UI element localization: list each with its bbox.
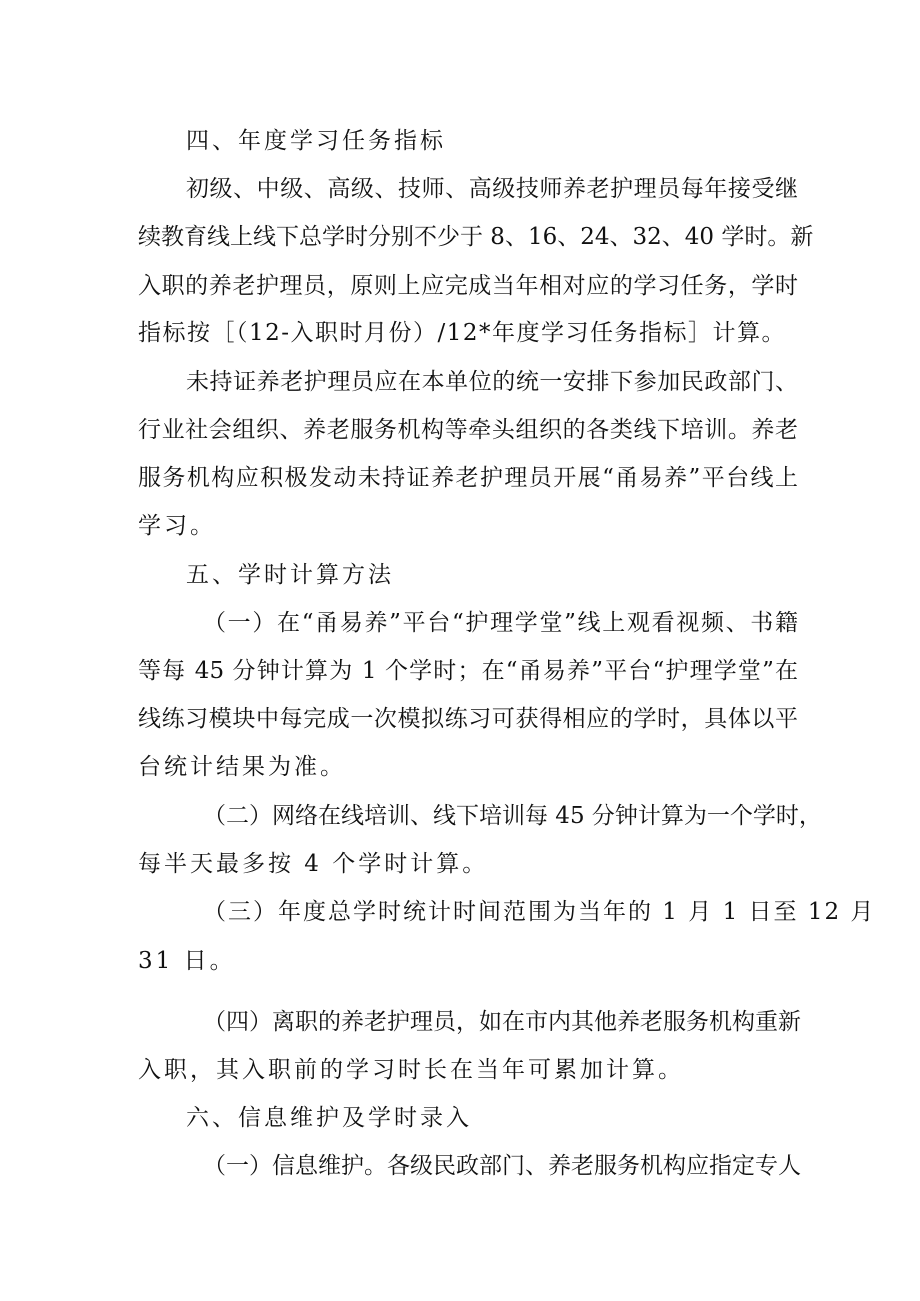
paragraph-line: 未持证养老护理员应在本单位的统一安排下参加民政部门、 [186,369,798,395]
paragraph-line: 入职的养老护理员，原则上应完成当年相对应的学习任务，学时 [138,273,798,299]
paragraph-line: 学习。 [138,513,216,539]
section-heading-4: 四、年度学习任务指标 [186,128,446,154]
paragraph-line: 入职，其入职前的学习时长在当年可累加计算。 [138,1057,684,1083]
paragraph-line: 等每 45 分钟计算为 1 个学时；在“甬易养”平台“护理学堂”在 [138,658,798,684]
paragraph-line: （一）信息维护。各级民政部门、养老服务机构应指定专人 [203,1153,801,1179]
paragraph-line: 指标按［（12-入职时月份）/12*年度学习任务指标］计算。 [138,320,787,346]
paragraph-line: 续教育线上线下总学时分别不少于 8、16、24、32、40 学时。新 [138,224,814,250]
paragraph-line: 行业社会组织、养老服务机构等牵头组织的各类线下培训。养老 [138,417,798,443]
section-heading-5: 五、学时计算方法 [186,562,394,588]
section-heading-6: 六、信息维护及学时录入 [186,1105,472,1131]
paragraph-line: 服务机构应积极发动未持证养老护理员开展“甬易养”平台线上 [138,465,798,491]
paragraph-line: 线练习模块中每完成一次模拟练习可获得相应的学时，具体以平 [138,706,798,732]
paragraph-line: （一）在“甬易养”平台“护理学堂”线上观看视频、书籍 [203,610,798,636]
paragraph-line: 每半天最多按 4 个学时计算。 [138,851,489,877]
paragraph-line: （四）离职的养老护理员，如在市内其他养老服务机构重新 [203,1009,801,1035]
paragraph-line: （三）年度总学时统计时间范围为当年的 1 月 1 日至 12 月 [203,899,876,925]
paragraph-line: 台统计结果为准。 [138,754,346,780]
paragraph-line: （二）网络在线培训、线下培训每 45 分钟计算为一个学时， [203,803,822,829]
paragraph-line: 初级、中级、高级、技师、高级技师养老护理员每年接受继 [186,176,798,202]
paragraph-line: 31 日。 [138,948,236,974]
